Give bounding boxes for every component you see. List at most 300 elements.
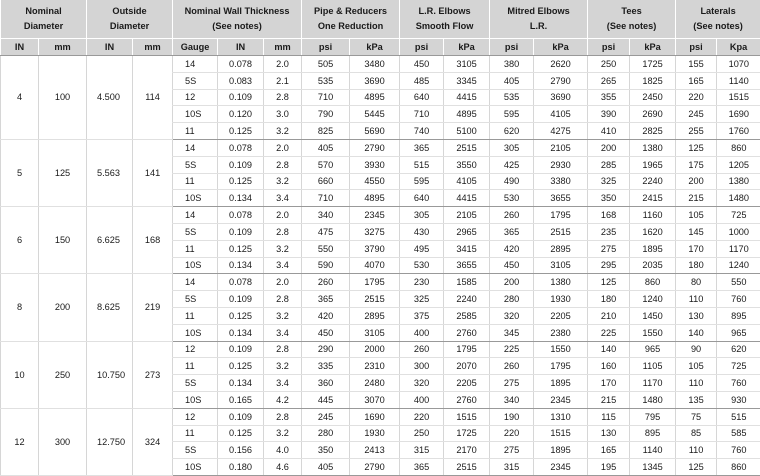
table-cell: 4070 — [350, 257, 400, 274]
table-cell: 220 — [490, 425, 534, 442]
table-cell: 860 — [717, 459, 760, 476]
table-cell: 3380 — [534, 173, 588, 190]
table-cell: 300 — [400, 358, 444, 375]
table-cell: 3105 — [444, 56, 490, 73]
table-cell: 220 — [676, 89, 717, 106]
table-cell: 5S — [173, 72, 218, 89]
outside-diameter-mm: 114 — [133, 56, 173, 140]
nominal-diameter-mm: 300 — [39, 408, 87, 475]
table-cell: 475 — [302, 223, 350, 240]
table-cell: 140 — [588, 341, 630, 358]
subheader-cell: kPa — [630, 39, 676, 56]
subheader-cell: kPa — [534, 39, 588, 56]
outside-diameter-mm: 324 — [133, 408, 173, 475]
table-row — [1, 274, 760, 291]
outside-diameter-mm: 273 — [133, 341, 173, 408]
table-cell: 1690 — [717, 106, 760, 123]
table-cell: 2515 — [444, 139, 490, 156]
table-cell: 195 — [588, 459, 630, 476]
subheader-cell: IN — [87, 39, 133, 56]
nominal-diameter-in: 10 — [1, 341, 39, 408]
nominal-diameter-mm: 150 — [39, 207, 87, 274]
table-cell: 2105 — [534, 139, 588, 156]
table-cell: 530 — [490, 190, 534, 207]
table-cell: 155 — [676, 56, 717, 73]
table-cell: 0.125 — [218, 425, 264, 442]
table-cell: 1070 — [717, 56, 760, 73]
table-cell: 1825 — [630, 72, 676, 89]
table-cell: 795 — [630, 408, 676, 425]
table-cell: 2965 — [444, 223, 490, 240]
table-cell: 1725 — [630, 56, 676, 73]
header-nominal-wall-thickness: Nominal Wall Thickness (See notes) — [173, 0, 302, 39]
table-cell: 5690 — [350, 123, 400, 140]
table-cell: 1450 — [630, 307, 676, 324]
table-cell: 430 — [400, 223, 444, 240]
table-cell: 2.0 — [264, 139, 302, 156]
table-cell: 90 — [676, 341, 717, 358]
header-lr-elbows: L.R. Elbows Smooth Flow — [400, 0, 490, 39]
table-cell: 0.109 — [218, 156, 264, 173]
table-cell: 1795 — [534, 207, 588, 224]
table-cell: 3.4 — [264, 375, 302, 392]
outside-diameter-mm: 219 — [133, 274, 173, 341]
table-cell: 2240 — [630, 173, 676, 190]
table-cell: 930 — [717, 391, 760, 408]
table-cell: 515 — [717, 408, 760, 425]
table-cell: 200 — [676, 173, 717, 190]
table-cell: 280 — [490, 291, 534, 308]
table-cell: 350 — [302, 442, 350, 459]
table-cell: 895 — [717, 307, 760, 324]
table-cell: 2.0 — [264, 56, 302, 73]
table-cell: 410 — [588, 123, 630, 140]
table-cell: 400 — [400, 324, 444, 341]
table-cell: 535 — [490, 89, 534, 106]
table-cell: 85 — [676, 425, 717, 442]
table-cell: 250 — [400, 425, 444, 442]
table-cell: 345 — [490, 324, 534, 341]
table-cell: 400 — [400, 391, 444, 408]
subheader-cell: mm — [39, 39, 87, 56]
table-cell: 2105 — [444, 207, 490, 224]
table-cell: 3550 — [444, 156, 490, 173]
table-cell: 590 — [302, 257, 350, 274]
table-row — [1, 56, 760, 73]
table-cell: 3480 — [350, 56, 400, 73]
table-cell: 1965 — [630, 156, 676, 173]
table-cell: 290 — [302, 341, 350, 358]
table-cell: 2170 — [444, 442, 490, 459]
table-cell: 710 — [302, 190, 350, 207]
table-cell: 275 — [490, 442, 534, 459]
table-cell: 965 — [630, 341, 676, 358]
table-cell: 790 — [302, 106, 350, 123]
nominal-diameter-mm: 250 — [39, 341, 87, 408]
outside-diameter-in: 8.625 — [87, 274, 133, 341]
table-cell: 515 — [400, 156, 444, 173]
table-cell: 620 — [490, 123, 534, 140]
table-cell: 2.8 — [264, 223, 302, 240]
table-cell: 660 — [302, 173, 350, 190]
table-cell: 760 — [717, 291, 760, 308]
table-cell: 2.8 — [264, 341, 302, 358]
table-cell: 305 — [490, 139, 534, 156]
table-cell: 3.2 — [264, 123, 302, 140]
table-cell: 1550 — [630, 324, 676, 341]
table-cell: 105 — [676, 207, 717, 224]
table-cell: 180 — [676, 257, 717, 274]
table-cell: 140 — [676, 324, 717, 341]
table-cell: 0.125 — [218, 307, 264, 324]
table-cell: 620 — [717, 341, 760, 358]
table-cell: 0.109 — [218, 291, 264, 308]
table-cell: 3105 — [350, 324, 400, 341]
table-cell: 335 — [302, 358, 350, 375]
table-cell: 125 — [588, 274, 630, 291]
nominal-diameter-in: 5 — [1, 139, 39, 206]
table-cell: 1380 — [717, 173, 760, 190]
table-cell: 5S — [173, 375, 218, 392]
table-cell: 405 — [490, 72, 534, 89]
subheader-cell: psi — [400, 39, 444, 56]
table-cell: 315 — [400, 442, 444, 459]
nominal-diameter-in: 4 — [1, 56, 39, 140]
table-cell: 380 — [490, 56, 534, 73]
table-cell: 245 — [676, 106, 717, 123]
table-cell: 0.134 — [218, 190, 264, 207]
table-cell: 2.0 — [264, 207, 302, 224]
table-cell: 3.2 — [264, 358, 302, 375]
table-cell: 1795 — [534, 358, 588, 375]
table-cell: 315 — [490, 459, 534, 476]
table-cell: 225 — [490, 341, 534, 358]
table-cell: 1930 — [350, 425, 400, 442]
subheader-cell: psi — [490, 39, 534, 56]
table-cell: 725 — [717, 358, 760, 375]
table-cell: 175 — [676, 156, 717, 173]
table-cell: 1480 — [717, 190, 760, 207]
table-cell: 350 — [588, 190, 630, 207]
table-cell: 895 — [630, 425, 676, 442]
outside-diameter-in: 5.563 — [87, 139, 133, 206]
table-cell: 760 — [717, 375, 760, 392]
table-cell: 740 — [400, 123, 444, 140]
table-cell: 3275 — [350, 223, 400, 240]
table-cell: 170 — [588, 375, 630, 392]
table-cell: 1760 — [717, 123, 760, 140]
subheader-cell: psi — [588, 39, 630, 56]
table-cell: 12 — [173, 408, 218, 425]
table-cell: 2790 — [534, 72, 588, 89]
subheader-cell: IN — [1, 39, 39, 56]
table-cell: 640 — [400, 190, 444, 207]
table-cell: 210 — [588, 307, 630, 324]
table-body — [1, 56, 760, 476]
table-cell: 1380 — [534, 274, 588, 291]
table-cell: 200 — [588, 139, 630, 156]
table-cell: 3070 — [350, 391, 400, 408]
table-cell: 360 — [302, 375, 350, 392]
table-cell: 2450 — [630, 89, 676, 106]
table-cell: 3.2 — [264, 240, 302, 257]
table-cell: 4105 — [444, 173, 490, 190]
table-cell: 110 — [676, 442, 717, 459]
table-cell: 1895 — [534, 442, 588, 459]
table-cell: 260 — [400, 341, 444, 358]
table-cell: 2825 — [630, 123, 676, 140]
table-cell: 2345 — [534, 459, 588, 476]
table-cell: 2620 — [534, 56, 588, 73]
table-cell: 3690 — [534, 89, 588, 106]
header-laterals: Laterals (See notes) — [676, 0, 760, 39]
table-cell: 10S — [173, 391, 218, 408]
table-cell: 1205 — [717, 156, 760, 173]
table-cell: 3655 — [444, 257, 490, 274]
table-cell: 640 — [400, 89, 444, 106]
table-cell: 0.180 — [218, 459, 264, 476]
table-cell: 320 — [400, 375, 444, 392]
table-cell: 1515 — [717, 89, 760, 106]
table-cell: 1550 — [534, 341, 588, 358]
table-cell: 2895 — [534, 240, 588, 257]
table-cell: 550 — [302, 240, 350, 257]
table-cell: 1585 — [444, 274, 490, 291]
table-cell: 340 — [302, 207, 350, 224]
nominal-diameter-mm: 125 — [39, 139, 87, 206]
table-cell: 3.2 — [264, 173, 302, 190]
table-cell: 12 — [173, 341, 218, 358]
table-cell: 130 — [588, 425, 630, 442]
table-cell: 355 — [588, 89, 630, 106]
table-cell: 2415 — [630, 190, 676, 207]
table-cell: 535 — [302, 72, 350, 89]
outside-diameter-in: 4.500 — [87, 56, 133, 140]
header-mitred-elbows: Mitred Elbows L.R. — [490, 0, 588, 39]
table-cell: 110 — [676, 291, 717, 308]
table-cell: 1515 — [534, 425, 588, 442]
table-cell: 260 — [490, 358, 534, 375]
table-cell: 2690 — [630, 106, 676, 123]
table-cell: 0.083 — [218, 72, 264, 89]
table-cell: 12 — [173, 89, 218, 106]
table-cell: 80 — [676, 274, 717, 291]
table-cell: 10S — [173, 257, 218, 274]
table-cell: 260 — [490, 207, 534, 224]
table-cell: 2895 — [350, 307, 400, 324]
table-cell: 375 — [400, 307, 444, 324]
table-cell: 420 — [490, 240, 534, 257]
table-cell: 180 — [588, 291, 630, 308]
table-cell: 125 — [676, 139, 717, 156]
table-cell: 2760 — [444, 324, 490, 341]
table-cell: 260 — [302, 274, 350, 291]
table-cell: 125 — [676, 459, 717, 476]
table-cell: 3.4 — [264, 257, 302, 274]
table-cell: 5100 — [444, 123, 490, 140]
table-cell: 5S — [173, 291, 218, 308]
table-cell: 4105 — [534, 106, 588, 123]
table-cell: 2.8 — [264, 408, 302, 425]
table-cell: 325 — [400, 291, 444, 308]
table-cell: 2790 — [350, 459, 400, 476]
table-cell: 130 — [676, 307, 717, 324]
table-cell: 3.0 — [264, 106, 302, 123]
table-cell: 0.109 — [218, 89, 264, 106]
table-cell: 165 — [588, 442, 630, 459]
table-cell: 1310 — [534, 408, 588, 425]
table-cell: 115 — [588, 408, 630, 425]
table-cell: 14 — [173, 207, 218, 224]
table-cell: 0.078 — [218, 56, 264, 73]
table-cell: 305 — [400, 207, 444, 224]
table-cell: 3930 — [350, 156, 400, 173]
table-cell: 4.6 — [264, 459, 302, 476]
table-cell: 2205 — [534, 307, 588, 324]
table-cell: 1380 — [630, 139, 676, 156]
table-cell: 3.4 — [264, 324, 302, 341]
table-cell: 11 — [173, 358, 218, 375]
table-cell: 3.4 — [264, 190, 302, 207]
table-cell: 0.125 — [218, 240, 264, 257]
table-cell: 365 — [400, 139, 444, 156]
table-cell: 1345 — [630, 459, 676, 476]
subheader-cell: Kpa — [717, 39, 760, 56]
table-cell: 135 — [676, 391, 717, 408]
table-cell: 255 — [676, 123, 717, 140]
table-cell: 265 — [588, 72, 630, 89]
nominal-diameter-in: 8 — [1, 274, 39, 341]
table-cell: 0.078 — [218, 207, 264, 224]
table-cell: 365 — [490, 223, 534, 240]
table-cell: 5S — [173, 442, 218, 459]
table-cell: 10S — [173, 106, 218, 123]
table-cell: 3345 — [444, 72, 490, 89]
table-cell: 390 — [588, 106, 630, 123]
table-cell: 365 — [400, 459, 444, 476]
table-cell: 325 — [588, 173, 630, 190]
table-cell: 710 — [302, 89, 350, 106]
table-cell: 170 — [676, 240, 717, 257]
table-cell: 2.0 — [264, 274, 302, 291]
table-cell: 275 — [588, 240, 630, 257]
table-cell: 0.125 — [218, 173, 264, 190]
table-cell: 160 — [588, 358, 630, 375]
table-cell: 0.120 — [218, 106, 264, 123]
table-cell: 0.125 — [218, 123, 264, 140]
table-cell: 1160 — [630, 207, 676, 224]
table-cell: 1795 — [350, 274, 400, 291]
table-cell: 2480 — [350, 375, 400, 392]
table-cell: 405 — [302, 139, 350, 156]
table-cell: 2205 — [444, 375, 490, 392]
table-cell: 340 — [490, 391, 534, 408]
table-cell: 1725 — [444, 425, 490, 442]
table-cell: 11 — [173, 123, 218, 140]
table-cell: 450 — [302, 324, 350, 341]
table-cell: 11 — [173, 425, 218, 442]
table-header — [1, 0, 760, 56]
table-cell: 0.109 — [218, 408, 264, 425]
outside-diameter-mm: 141 — [133, 139, 173, 206]
table-cell: 965 — [717, 324, 760, 341]
nominal-diameter-mm: 200 — [39, 274, 87, 341]
subheader-cell: IN — [218, 39, 264, 56]
table-cell: 2760 — [444, 391, 490, 408]
nominal-diameter-in: 6 — [1, 207, 39, 274]
table-cell: 2.8 — [264, 291, 302, 308]
table-cell: 2070 — [444, 358, 490, 375]
table-cell: 0.165 — [218, 391, 264, 408]
table-cell: 11 — [173, 240, 218, 257]
table-cell: 1240 — [630, 291, 676, 308]
table-cell: 505 — [302, 56, 350, 73]
table-cell: 2.8 — [264, 156, 302, 173]
table-cell: 2515 — [444, 459, 490, 476]
table-cell: 4.0 — [264, 442, 302, 459]
table-cell: 10S — [173, 459, 218, 476]
table-cell: 11 — [173, 307, 218, 324]
table-cell: 4.2 — [264, 391, 302, 408]
nominal-diameter-mm: 100 — [39, 56, 87, 140]
table-cell: 2380 — [534, 324, 588, 341]
table-cell: 5S — [173, 156, 218, 173]
table-cell: 2000 — [350, 341, 400, 358]
table-cell: 860 — [717, 139, 760, 156]
table-cell: 2.1 — [264, 72, 302, 89]
table-cell: 2310 — [350, 358, 400, 375]
table-cell: 5S — [173, 223, 218, 240]
table-cell: 3105 — [534, 257, 588, 274]
table-cell: 215 — [676, 190, 717, 207]
table-cell: 595 — [490, 106, 534, 123]
table-cell: 495 — [400, 240, 444, 257]
table-cell: 0.109 — [218, 341, 264, 358]
table-cell: 275 — [490, 375, 534, 392]
table-cell: 1795 — [444, 341, 490, 358]
table-cell: 1170 — [717, 240, 760, 257]
table-cell: 4415 — [444, 190, 490, 207]
subheader-cell: psi — [676, 39, 717, 56]
table-cell: 1140 — [630, 442, 676, 459]
table-cell: 215 — [588, 391, 630, 408]
table-cell: 295 — [588, 257, 630, 274]
table-cell: 4895 — [350, 89, 400, 106]
subheader-row — [1, 39, 760, 56]
table-cell: 365 — [302, 291, 350, 308]
table-cell: 285 — [588, 156, 630, 173]
table-cell: 3415 — [444, 240, 490, 257]
header-pipe-reducers: Pipe & Reducers One Reduction — [302, 0, 400, 39]
table-cell: 2930 — [534, 156, 588, 173]
table-cell: 3.2 — [264, 425, 302, 442]
table-cell: 1620 — [630, 223, 676, 240]
header-outside-diameter: Outside Diameter — [87, 0, 173, 39]
table-cell: 2585 — [444, 307, 490, 324]
table-cell: 2515 — [350, 291, 400, 308]
table-cell: 570 — [302, 156, 350, 173]
table-cell: 3690 — [350, 72, 400, 89]
table-cell: 490 — [490, 173, 534, 190]
table-cell: 2240 — [444, 291, 490, 308]
table-cell: 1895 — [630, 240, 676, 257]
table-cell: 11 — [173, 173, 218, 190]
table-cell: 485 — [400, 72, 444, 89]
table-cell: 14 — [173, 56, 218, 73]
table-cell: 1105 — [630, 358, 676, 375]
table-cell: 1930 — [534, 291, 588, 308]
table-cell: 0.134 — [218, 257, 264, 274]
